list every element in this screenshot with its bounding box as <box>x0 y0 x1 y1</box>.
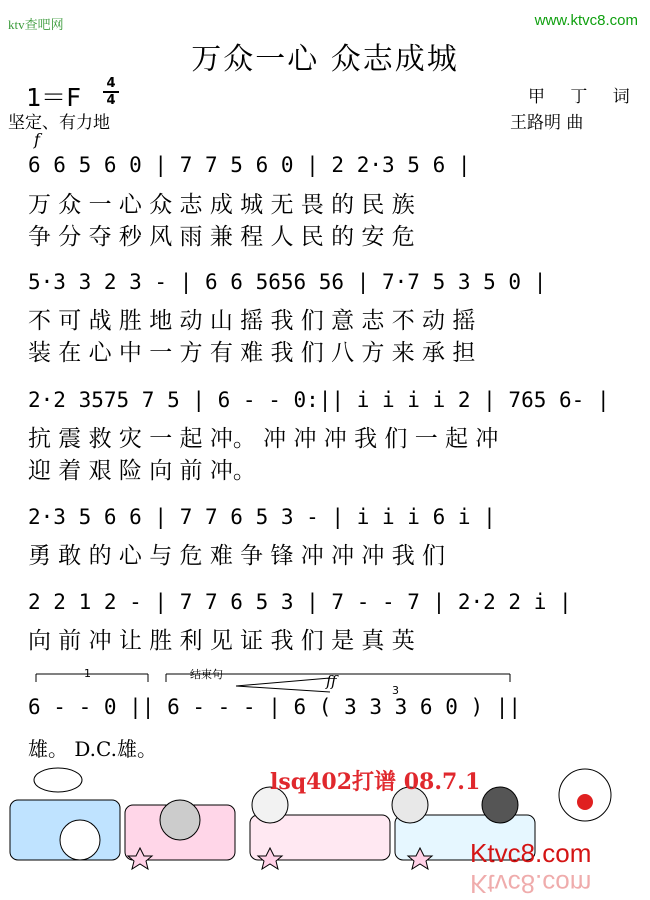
lyricist-credit: 甲 丁 词 <box>528 87 640 107</box>
lyric-line: 迎 着 艰 险 向 前 冲。 <box>28 458 256 484</box>
brand-logo-reflection: Ktvc8.com <box>470 869 592 899</box>
lyric-line: 不 可 战 胜 地 动 山 摇 我 们 意 志 不 动 摇 <box>28 308 476 334</box>
lyric-line: 雄。 D.C.雄。 <box>28 737 157 761</box>
mascot-bow-icon <box>577 794 593 810</box>
dynamic-marking: f <box>34 130 40 149</box>
cloud-icon <box>34 768 82 792</box>
score-line: 5·3 3 2 3 - | 6 6 5656 56 | 7·7 5 3 5 0 | <box>28 270 547 294</box>
volta-1-label: 1 <box>84 667 91 680</box>
lyric-line: 万 众 一 心 众 志 成 城 无 畏 的 民 族 <box>28 192 415 218</box>
score-line: 2·3 5 6 6 | 7 7 6 5 3 - | i i i 6 i | <box>28 505 496 529</box>
score-line: 6 6 5 6 0 | 7 7 5 6 0 | 2 2·3 5 6 | <box>28 153 471 177</box>
ending-label: 结束句 <box>190 668 223 681</box>
tempo-marking: 坚定、有力地 <box>8 113 110 133</box>
score-line: 2·2 3575 7 5 | 6 - - 0:|| i i i i 2 | 765 6- | <box>28 388 610 412</box>
watermark-right: www.ktvc8.com <box>534 12 638 29</box>
key-signature: 1＝F <box>26 83 82 112</box>
crescendo-hairpin <box>236 678 330 692</box>
score-line: 2 2 1 2 - | 7 7 6 5 3 | 7 - - 7 | 2·2 2 i | <box>28 590 572 614</box>
time-signature <box>103 76 119 108</box>
lyric-line: 向 前 冲 让 胜 利 见 证 我 们 是 真 英 <box>28 628 415 654</box>
lyric-line: 装 在 心 中 一 方 有 难 我 们 八 方 来 承 担 <box>28 340 476 366</box>
composer-credit: 王路明 曲 <box>510 113 584 133</box>
ending-brackets <box>0 660 650 700</box>
song-title: 万众一心 众志成城 <box>191 42 459 77</box>
transcriber-credit: lsq402打谱 08.7.1 <box>270 769 481 795</box>
lyric-line: 抗 震 救 灾 一 起 冲。 冲 冲 冲 我 们 一 起 冲 <box>28 426 499 452</box>
lyric-line: 争 分 夺 秒 风 雨 兼 程 人 民 的 安 危 <box>28 224 415 250</box>
time-signature-bottom: 4 <box>103 91 119 108</box>
brand-logo: Ktvc8.com <box>470 838 592 868</box>
lyric-line: 勇 敢 的 心 与 危 难 争 锋 冲 冲 冲 我 们 <box>28 543 446 569</box>
score-line: 6 - - 0 || 6 - - - | 6 ( 3 3 3 6 0 ) || <box>28 695 522 719</box>
ff-marking: ff <box>326 672 337 690</box>
watermark-left: ktv查吧网 <box>8 17 64 32</box>
time-signature-top: 4 <box>106 76 116 91</box>
triplet-mark: 3 <box>392 684 399 697</box>
dog-face-icon <box>160 800 200 840</box>
sheep-face-icon <box>482 787 518 823</box>
dog-face-icon <box>60 820 100 860</box>
